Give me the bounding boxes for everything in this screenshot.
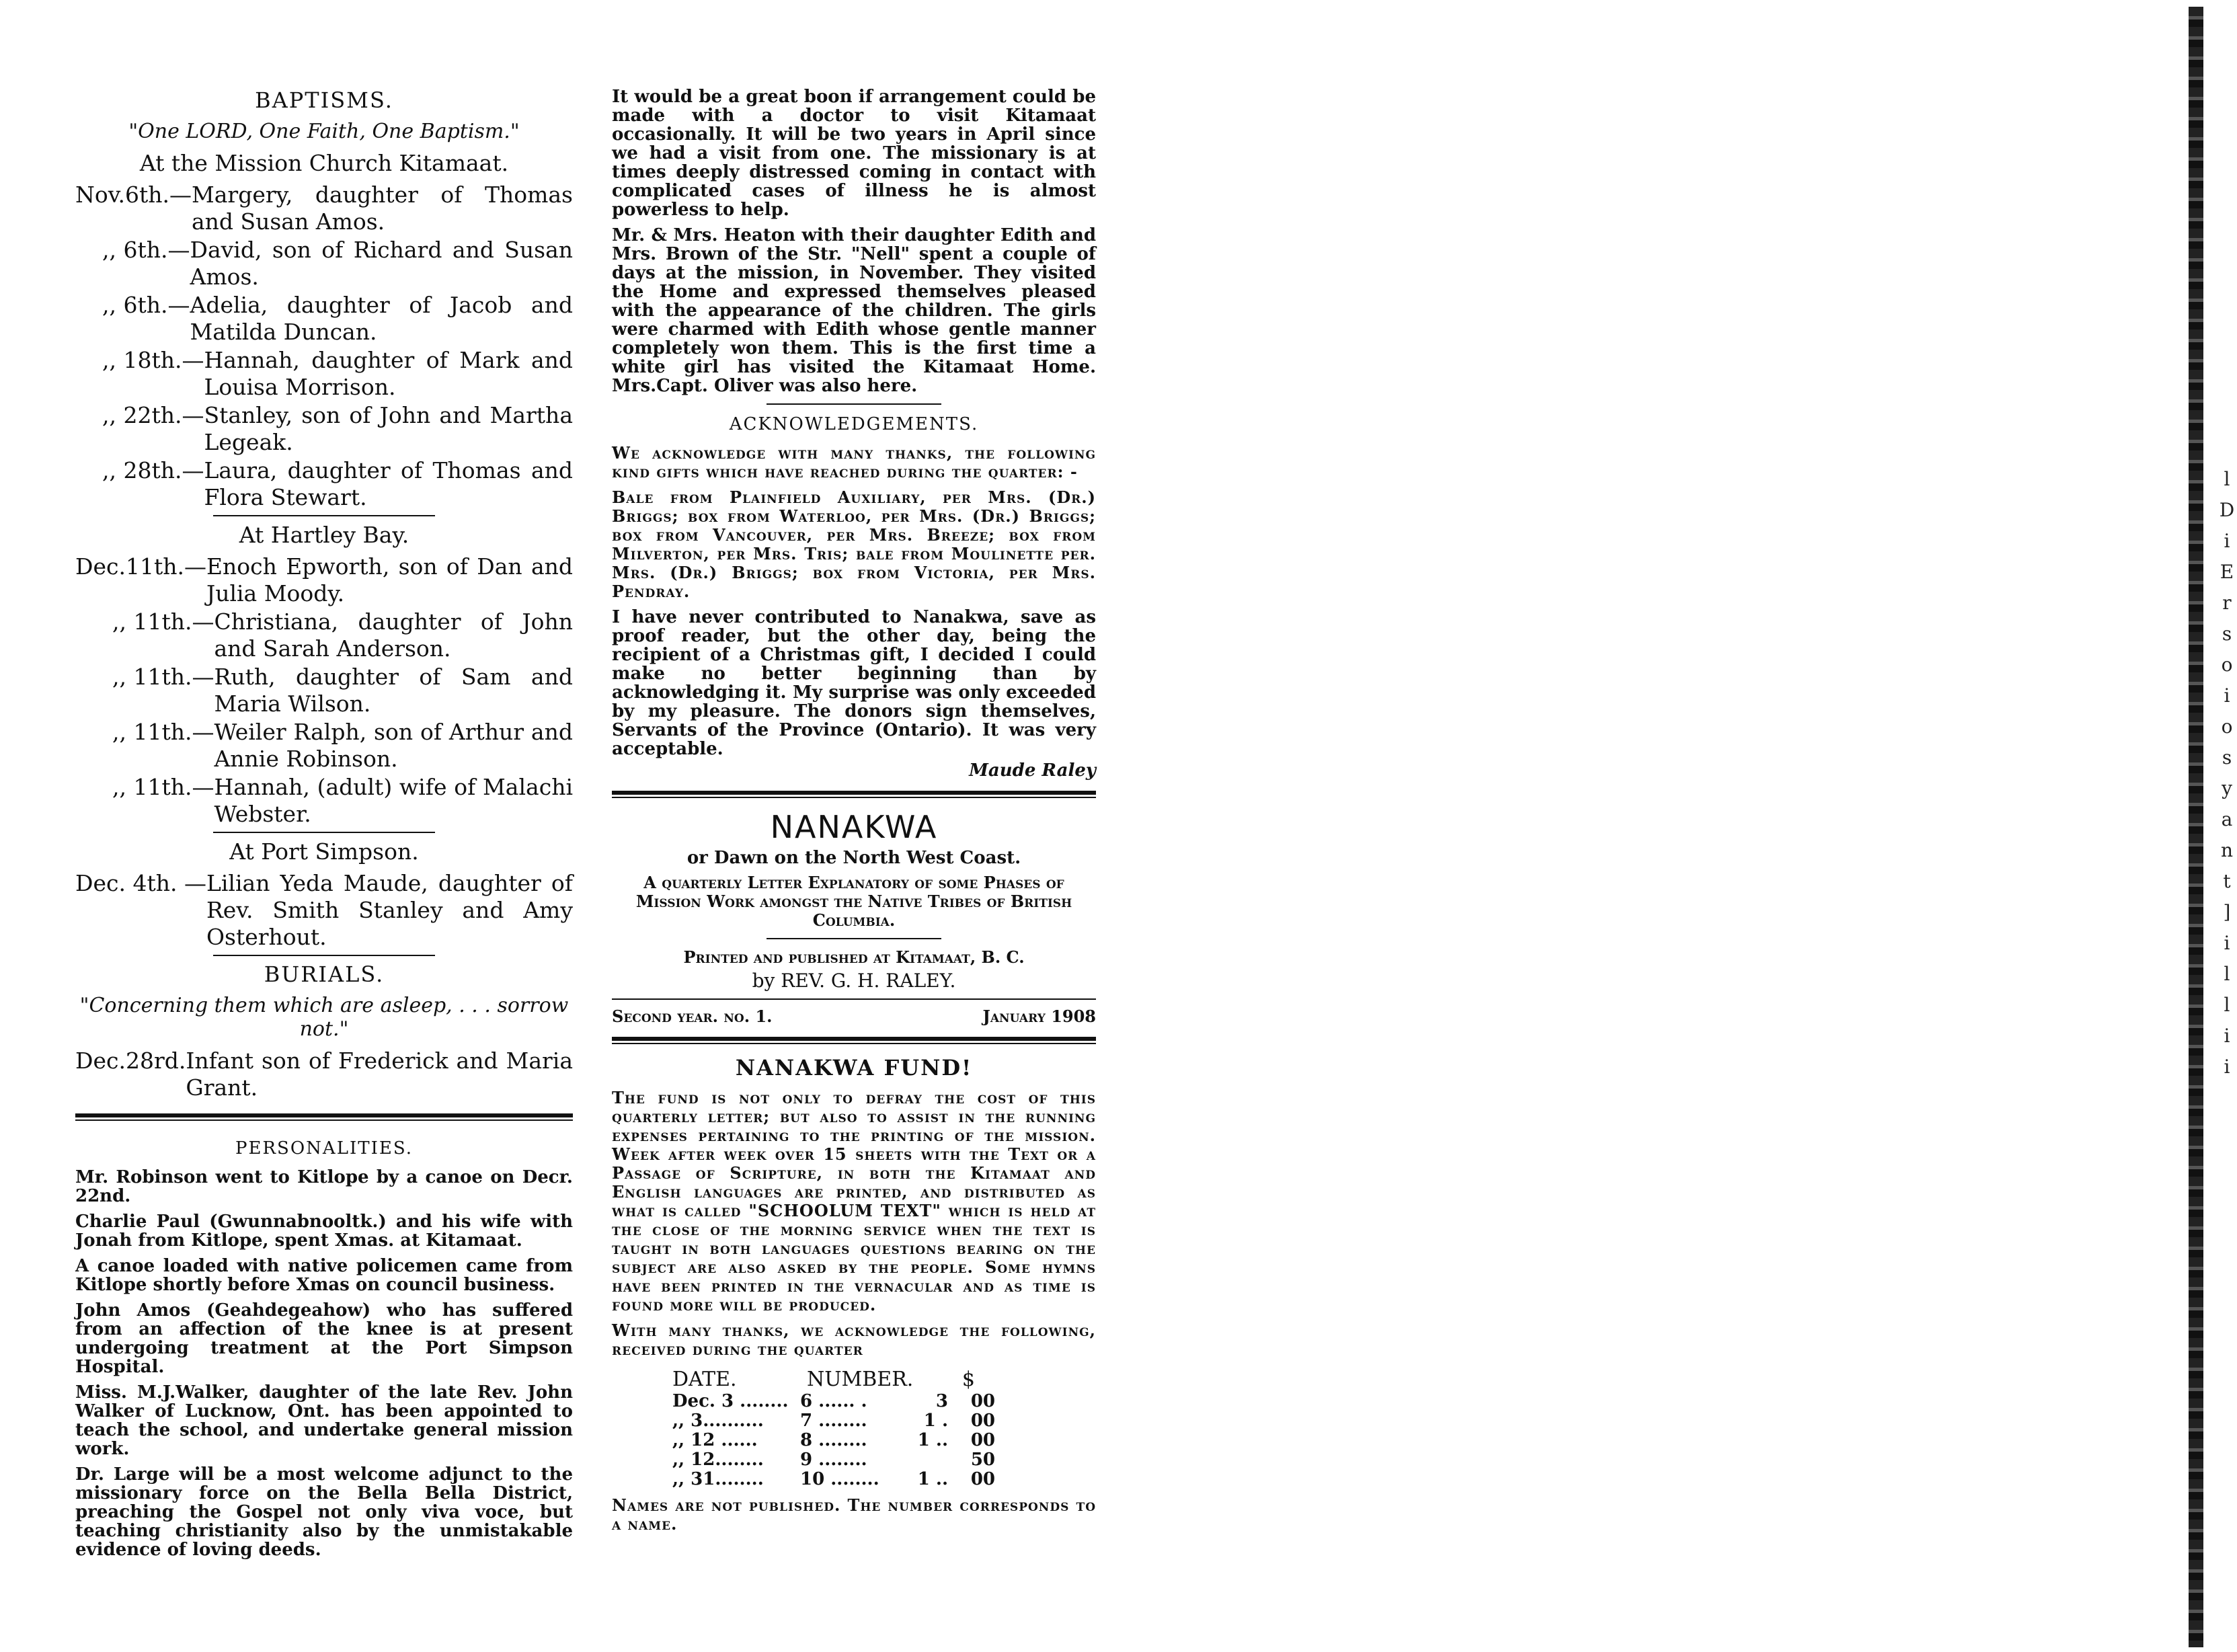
entry-date: ,, 18th.— — [102, 347, 204, 373]
masthead-printed: Printed and published at Kitamaat, B. C. — [683, 947, 1025, 967]
place-heading: At the Mission Church Kitamaat. — [139, 150, 509, 176]
edge-letter: i — [2224, 932, 2230, 954]
divider — [767, 403, 941, 405]
edge-letter: i — [2224, 684, 2230, 707]
acknowledgements-letter: I have never contributed to Nanakwa, save as proof reader, but the other day, being the recipient of a Christmas gift, I decided I could make no better beginning than by acknowledging it. My surprise was only exceeded by my pleasure. The donors sign themselves, Servants of the Province (Ontario). It was very acceptable. — [612, 607, 1096, 759]
cell-cents: 00 — [970, 1391, 995, 1411]
table-header — [672, 1370, 1096, 1389]
table-row — [672, 1450, 1096, 1470]
place-heading: At Hartley Bay. — [239, 522, 409, 548]
entry-date: ,, 11th.— — [112, 664, 214, 690]
issue-row — [612, 1007, 1096, 1026]
baptism-entry — [75, 553, 573, 607]
issue-number: Second year. no. 1. — [612, 1007, 773, 1026]
entry-date: Nov.6th.— — [75, 182, 192, 208]
entry-date: ,, 6th.— — [102, 292, 190, 318]
masthead-description: A quarterly Letter Explanatory of some Phases of Mission Work amongst the Native Tribes of British Columbia. — [635, 873, 1072, 930]
personality-paragraph: Dr. Large will be a most welcome adjunct to the missionary force on the Bella Bella District, preaching the Gospel not only viva voce, but teaching christianity also by the unmistakable evidence of loving deeds. — [75, 1464, 573, 1560]
cell-dollars: 3 — [935, 1391, 948, 1411]
edge-letter: n — [2220, 839, 2234, 861]
acknowledgements-heading: ACKNOWLEDGEMENTS. — [729, 414, 979, 434]
edge-letter: l — [2224, 963, 2230, 985]
burial-entry — [75, 1048, 573, 1101]
cell-date: ,, 12........ — [672, 1450, 764, 1470]
edge-letter: ] — [2223, 901, 2231, 923]
entry-date: ,, 11th.— — [112, 719, 214, 745]
cell-number: 8 ........ — [800, 1430, 867, 1450]
edge-letter: r — [2222, 592, 2232, 614]
edge-letter: o — [2221, 715, 2233, 738]
acknowledgements-signature: Maude Raley — [969, 760, 1096, 781]
table-row — [672, 1431, 1096, 1450]
cell-dollars: 1 .. — [917, 1469, 948, 1489]
issue-date: January 1908 — [982, 1007, 1096, 1026]
notes-paragraph: It would be a great boon if arrangement could be made with a doctor to visit Kitamaat occasionally. It will be two years in April since we had a visit from one. The missionary is at times deeply distressed coming in contact with complicated cases of illness he is almost powerless to help. — [612, 87, 1096, 220]
entry-text: Laura, daughter of Thomas and Flora Stewart. — [204, 457, 573, 510]
entry-text: David, son of Richard and Susan Amos. — [190, 237, 573, 290]
fund-paragraph: The fund is not only to defray the cost of this quarterly letter; but also to assist in the running expenses pertaining to the printing of the mission. Week after week over 15 sheets with the Text or a Passage of Scripture, in both the Kitamaat and English languages are printed, and distributed as what is called "SCHOOLUM TEXT" which is held at the close of the morning service when the text is taught in both languages questions bearing on the subject are also asked by the people. Some hymns have been printed in the vernacular and as time is found more will be produced. — [612, 1088, 1096, 1314]
baptism-entry — [75, 870, 573, 951]
edge-letter: i — [2224, 530, 2230, 552]
edge-letter: y — [2222, 777, 2232, 799]
burials-heading: BURIALS. — [264, 961, 385, 987]
personality-paragraph: Miss. M.J.Walker, daughter of the late Rev. John Walker of Lucknow, Ont. has been appointed to teach the school, and undertake general mission work. — [75, 1382, 573, 1459]
personality-paragraph: A canoe loaded with native policemen came from Kitlope shortly before Xmas on council business. — [75, 1256, 573, 1295]
edge-letter: D — [2219, 499, 2235, 521]
baptism-entry — [75, 608, 573, 662]
baptism-entry — [75, 457, 573, 511]
entry-date: Dec.28rd. — [75, 1048, 186, 1074]
entry-text: Enoch Epworth, son of Dan and Julia Moody. — [206, 553, 573, 606]
baptism-entry — [75, 774, 573, 828]
edge-letter: o — [2221, 654, 2233, 676]
fund-thanks: With many thanks, we acknowledge the following, received during the quarter — [612, 1321, 1096, 1359]
entry-date: ,, 28th.— — [102, 457, 204, 483]
entry-text: Hannah, daughter of Mark and Louisa Morrison. — [204, 347, 573, 400]
baptism-entry — [75, 664, 573, 717]
divider — [213, 955, 435, 956]
baptisms-heading: BAPTISMS. — [255, 87, 393, 113]
right-column — [612, 87, 1096, 1540]
personality-paragraph: John Amos (Geahdegeahow) who has suffered from an affection of the knee is at present undergoing treatment at the Port Simpson Hospital. — [75, 1300, 573, 1377]
place-heading: At Port Simpson. — [229, 838, 419, 865]
edge-letter: i — [2224, 1056, 2230, 1078]
entry-text: Infant son of Frederick and Maria Grant. — [186, 1048, 573, 1101]
entry-text: Weiler Ralph, son of Arthur and Annie Robinson. — [214, 719, 573, 772]
masthead-editor: by REV. G. H. RALEY. — [752, 970, 956, 992]
table-row — [672, 1470, 1096, 1489]
entry-date: ,, 22th.— — [102, 402, 204, 428]
header-amount: $ — [961, 1368, 975, 1391]
edge-letter: a — [2221, 808, 2233, 830]
cell-dollars: 1 . — [923, 1411, 948, 1431]
section-divider — [612, 1037, 1096, 1044]
fund-footer: Names are not published. The number corresponds to a name. — [612, 1495, 1096, 1534]
table-row — [672, 1392, 1096, 1411]
divider — [767, 938, 941, 939]
divider — [213, 515, 435, 516]
baptism-list-hartley-bay — [75, 553, 573, 828]
entry-text: Lilian Yeda Maude, daughter of Rev. Smith Stanley and Amy Osterhout. — [206, 870, 573, 950]
cell-date: ,, 31........ — [672, 1469, 764, 1489]
page-edge — [1093, 0, 2235, 1652]
baptism-entry — [75, 292, 573, 346]
edge-letter: l — [2224, 468, 2230, 490]
left-column — [75, 87, 573, 1566]
cell-cents: 00 — [970, 1430, 995, 1450]
divider — [612, 998, 1096, 1000]
entry-text: Christiana, daughter of John and Sarah Anderson. — [214, 608, 573, 662]
edge-letter: s — [2222, 623, 2232, 645]
baptism-list-kitamaat — [75, 182, 573, 511]
edge-letter: i — [2224, 1025, 2230, 1047]
entry-text: Stanley, son of John and Martha Legeak. — [204, 402, 573, 455]
personality-paragraph: Mr. Robinson went to Kitlope by a canoe on Decr. 22nd. — [75, 1167, 573, 1206]
binding-shadow — [2189, 7, 2203, 1647]
divider — [213, 832, 435, 833]
personalities-heading: PERSONALITIES. — [235, 1138, 413, 1158]
entry-date: Dec. 4th. — — [75, 870, 206, 896]
cell-cents: 00 — [970, 1469, 995, 1489]
cell-number: 6 ...... . — [800, 1391, 867, 1411]
cell-date: ,, 12 ...... — [672, 1430, 758, 1450]
edge-letter: l — [2224, 994, 2230, 1016]
notes-paragraph: Mr. & Mrs. Heaton with their daughter Edith and Mrs. Brown of the Str. "Nell" spent a couple of days at the mission, in November. They visited the Home and expressed themselves pleased with the appearance of the children. The girls were charmed with Edith whose gentle manner completely won them. This is the first time a white girl has visited the Kitamaat Home. Mrs.Capt. Oliver was also here. — [612, 225, 1096, 396]
section-divider — [75, 1113, 573, 1121]
cell-cents: 50 — [970, 1450, 995, 1470]
entry-date: ,, 11th.— — [112, 608, 214, 635]
entry-text: Ruth, daughter of Sam and Maria Wilson. — [214, 664, 573, 717]
entry-date: ,, 11th.— — [112, 774, 214, 800]
baptisms-motto: "One LORD, One Faith, One Baptism." — [128, 120, 520, 143]
baptism-entry — [75, 719, 573, 773]
cell-date: ,, 3.......... — [672, 1411, 764, 1431]
cell-number: 9 ........ — [800, 1450, 867, 1470]
acknowledgements-list: Bale from Plainfield Auxiliary, per Mrs. (Dr.) Briggs; box from Waterloo, per Mrs. (Dr.) Briggs; box from Vancouver, per Mrs. Breeze; box from Milverton, per Mrs. Tris; bale from Moulinette per. Mrs. (Dr.) Briggs; box from Victoria, per Mrs. Pendray. — [612, 487, 1096, 601]
entry-text: Hannah, (adult) wife of Malachi Webster. — [214, 774, 573, 827]
donations-table — [672, 1370, 1096, 1489]
edge-letter: E — [2220, 561, 2234, 583]
entry-text: Margery, daughter of Thomas and Susan Amos. — [191, 182, 573, 235]
masthead-subtitle: or Dawn on the North West Coast. — [686, 848, 1021, 868]
cell-dollars: 1 .. — [917, 1430, 948, 1450]
cell-dollars — [901, 1450, 948, 1470]
entry-date: ,, 6th.— — [102, 237, 190, 263]
baptism-entry — [75, 402, 573, 456]
entry-date: Dec.11th.— — [75, 553, 206, 580]
entry-text: Adelia, daughter of Jacob and Matilda Duncan. — [190, 292, 573, 345]
burials-motto: "Concerning them which are asleep, . . . sorrow not." — [79, 994, 569, 1041]
header-number: NUMBER. — [807, 1368, 914, 1391]
fund-heading: NANAKWA FUND! — [735, 1055, 973, 1080]
baptism-entry — [75, 347, 573, 401]
baptism-entry — [75, 182, 573, 235]
baptism-entry — [75, 237, 573, 290]
edge-letter: t — [2223, 870, 2231, 892]
masthead-title: NANAKWA — [770, 809, 938, 845]
cell-cents: 00 — [970, 1411, 995, 1431]
acknowledgements-intro: We acknowledge with many thanks, the following kind gifts which have reached during the quarter: - — [612, 443, 1096, 481]
personality-paragraph: Charlie Paul (Gwunnabnooltk.) and his wife with Jonah from Kitlope, spent Xmas. at Kitamaat. — [75, 1212, 573, 1251]
edge-letters — [2217, 464, 2237, 1083]
edge-letter: s — [2222, 746, 2232, 769]
cell-date: Dec. 3 ........ — [672, 1391, 789, 1411]
cell-number: 10 ........ — [800, 1469, 879, 1489]
header-date: DATE. — [672, 1368, 737, 1391]
table-row — [672, 1411, 1096, 1431]
cell-number: 7 ........ — [800, 1411, 867, 1431]
section-divider — [612, 791, 1096, 798]
